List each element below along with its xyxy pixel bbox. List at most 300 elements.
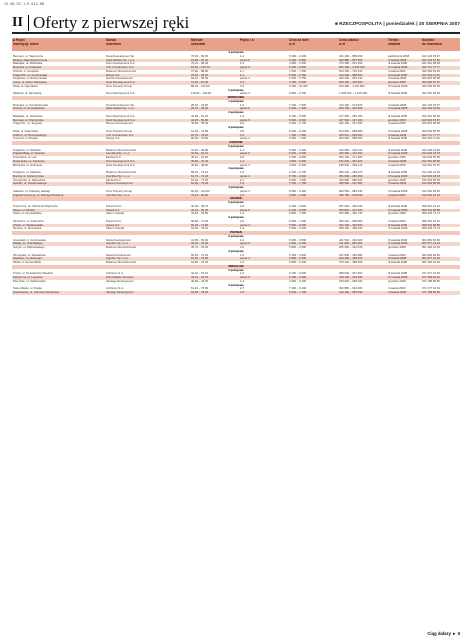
- section-label-text: 3-pokojowe: [228, 283, 244, 287]
- table-cell: 40,30 – 48,70: [191, 204, 209, 208]
- offers-table: [12, 38, 460, 295]
- table-cell: Ronson Development: [106, 122, 133, 126]
- table-cell: 058 344 88 88: [422, 223, 440, 227]
- table-cell: Nova Development Sp.: [106, 103, 135, 107]
- table-cell: IV kwartał 2008: [388, 227, 408, 231]
- table-cell: Jeżyce, ul. Dąbrowskiego: [13, 246, 45, 249]
- table-cell: październik 2008: [388, 54, 410, 58]
- table-cell: 022 771 77 77: [422, 133, 440, 137]
- table-cell: 39,80 – 47,40: [191, 159, 209, 163]
- table-cell: III kwartał 2008: [388, 261, 407, 264]
- table-cell: grudzień 2008: [388, 178, 406, 182]
- table-cell: 61,20 – 76,80: [191, 287, 209, 291]
- table-cell: 061 877 24 24: [422, 257, 440, 261]
- table-cell: IV kwartał 2008: [388, 189, 408, 193]
- table-cell: 061 420 44 00: [422, 261, 440, 264]
- table-cell: Przymorze, ul. Obrońców Wybrzeża: [13, 204, 58, 208]
- table-cell: 44,60 – 53,80: [191, 212, 209, 216]
- table-cell: 6 300 – 6 800: [289, 156, 307, 159]
- table-cell: Chełm, ul. Wielkopolska: [13, 223, 43, 227]
- table-cell: 88,40 – 112,00: [191, 84, 210, 88]
- table-cell: Orco Property Group: [106, 129, 132, 133]
- table-cell: Psie Pole, ul. Kiełczowska: [13, 279, 46, 283]
- table-cell: 1-5: [240, 227, 245, 231]
- table-cell: Wilanów, ul. Sarmacka: [13, 92, 42, 96]
- table-cell: 243 080 – 318 720: [339, 148, 363, 152]
- table-cell: 6 800 – 7 300: [289, 212, 307, 216]
- table-cell: 419 100 – 555 930: [339, 291, 363, 294]
- section-label-text: WROCŁAW: [228, 264, 244, 268]
- table-cell: Targówek, ul. Radzymińska: [13, 77, 48, 81]
- table-cell: parter-3: [240, 189, 250, 193]
- table-cell: III kwartał 2008: [388, 272, 407, 276]
- table-cell: 058 340 73 73: [422, 212, 440, 216]
- section-label-text: 2-pokojowe: [228, 268, 244, 272]
- table-cell: Wola, ul. Kasprzaka: [13, 129, 38, 133]
- table-cell: 2-6: [240, 246, 245, 249]
- table-cell: 1-5: [240, 291, 245, 294]
- table-cell: Morena, ul. Piecewska: [13, 227, 42, 231]
- table-cell: Robyg S.A.: [106, 137, 121, 141]
- table-cell: Krowodrza, ul. Lea: [13, 156, 37, 159]
- table-cell: 1-6: [240, 272, 245, 276]
- table-cell: 61,70 – 74,30: [191, 174, 209, 178]
- col-location: ■ Rejon inwestycji, adres: [13, 38, 39, 46]
- table-cell: Ursynów, ul. Rosoła: [13, 137, 38, 141]
- table-cell: Budimex Nieruchomości: [106, 261, 137, 264]
- table-cell: 022 434 51 50: [422, 107, 440, 111]
- table-cell: Wrzeszcz, ul. Kościuszki: [13, 219, 44, 223]
- table-cell: parter-6: [240, 107, 250, 111]
- page-title: Oferty z pierwszej ręki: [33, 13, 190, 32]
- table-cell: 012 823 98 98: [422, 182, 440, 186]
- table-cell: 6 200 – 6 700: [289, 122, 307, 126]
- table-cell: 200 790 – 264 260: [339, 107, 363, 111]
- table-cell: 012 351 68 68: [422, 159, 440, 163]
- table-cell: 4 800 – 5 300: [289, 257, 307, 261]
- table-cell: Dębniki, ul. Twardowskiego: [13, 182, 47, 186]
- table-cell: parter-5: [240, 58, 250, 62]
- table-cell: Ekobud S.A.: [106, 178, 122, 182]
- table-cell: 6 600 – 7 100: [289, 291, 307, 294]
- table-cell: 44,10 – 52,70: [191, 276, 209, 279]
- table-cell: Praga Płn., ul. Targowa: [13, 122, 42, 126]
- table-cell: 321 840 – 425 980: [339, 253, 363, 257]
- table-cell: 8 100 – 9 600: [289, 66, 307, 69]
- section-label-text: 2-pokojowe: [228, 234, 244, 238]
- table-cell: 221 540 – 292 320: [339, 238, 363, 242]
- table-cell: III kwartał 2008: [388, 238, 407, 242]
- table-cell: 1-4: [240, 238, 245, 242]
- col-floor: Piętro / a: [240, 38, 254, 42]
- table-cell: 5 500 – 6 000: [289, 223, 307, 227]
- table-cell: parter-5: [240, 118, 250, 122]
- table-cell: I kwartał 2009: [388, 193, 406, 197]
- table-cell: Wola, ul. Ogrodowa: [13, 84, 38, 88]
- table-cell: I kwartał 2009: [388, 69, 406, 73]
- table-cell: 022 560 53 00: [422, 69, 440, 73]
- table-cell: IV kwartał 2008: [388, 276, 408, 279]
- table-cell: 1-8: [240, 204, 245, 208]
- table-cell: 373 380 – 531 360: [339, 62, 363, 66]
- table-cell: Grunwald, ul. Grochowska: [13, 238, 46, 242]
- table-cell: Dom Development S.A.: [106, 114, 136, 118]
- table-cell: 6 100 – 6 600: [289, 208, 307, 212]
- table-cell: Dom Development S.A.: [106, 92, 136, 96]
- table-cell: 022 622 87 87: [422, 118, 440, 122]
- table-cell: parter-3: [240, 163, 250, 167]
- table-cell: 440 430 – 549 130: [339, 77, 363, 81]
- table-cell: 5 500 – 6 000: [289, 152, 307, 156]
- col-contact: Kontakt do inwestora: [422, 38, 442, 46]
- table-cell: Bielany, Aleja Zjednoczenia: [13, 58, 47, 62]
- table-cell: grudzień 2008: [388, 118, 406, 122]
- table-cell: IV kwartał 2008: [388, 208, 408, 212]
- table-cell: 7 200 – 7 700: [289, 182, 307, 186]
- table-body: [12, 51, 460, 295]
- table-cell: Hossa S.A.: [106, 223, 120, 227]
- table-cell: 465 010 – 609 960: [339, 133, 363, 137]
- table-cell: 8 800 – 9 700: [289, 92, 307, 96]
- table-cell: 022 123 45 67: [422, 103, 440, 107]
- table-cell: 012 540 65 65: [422, 189, 440, 193]
- table-cell: 4 900 – 5 400: [289, 62, 307, 66]
- table-cell: I kwartał 2009: [388, 287, 406, 291]
- table-cell: 63,70 – 78,20: [191, 133, 209, 137]
- header-rule: [12, 32, 460, 34]
- table-cell: parter-6: [240, 152, 250, 156]
- table-cell: Inter-Bud Sp. z o.o.: [106, 152, 131, 156]
- table-cell: 7 400 – 8 100: [289, 287, 307, 291]
- table-cell: 247 520 – 317 400: [339, 118, 363, 122]
- table-cell: 1-4: [240, 81, 245, 84]
- table-cell: 58,40 – 72,10: [191, 171, 209, 174]
- table-cell: IV kwartał 2008: [388, 66, 408, 69]
- table-cell: Dom Development S.A.: [106, 159, 136, 163]
- table-cell: III kwartał 2008: [388, 223, 407, 227]
- table-cell: 303 280 – 392 740: [339, 212, 363, 216]
- table-cell: 28,40 – 34,80: [191, 103, 209, 107]
- table-cell: Budimex Nieruchomości: [106, 148, 137, 152]
- table-cell: 198 940 – 259 170: [339, 163, 363, 167]
- table-header: [12, 38, 460, 51]
- table-cell: 514 920 – 680 680: [339, 129, 363, 133]
- table-cell: 022 771 77 77: [422, 66, 440, 69]
- table-cell: 74,50 – 87,30: [191, 81, 209, 84]
- table-cell: 58,90 – 71,40: [191, 219, 209, 223]
- table-cell: 29,10 – 36,20: [191, 107, 209, 111]
- table-cell: IV kwartał 2008: [388, 174, 408, 178]
- table-cell: 012 622 87 87: [422, 163, 440, 167]
- table-cell: Ochota, ul. Grójecka: [13, 69, 39, 73]
- table-cell: 72,80 – 88,90: [191, 69, 209, 73]
- table-cell: J.W. Construction S.A.: [106, 66, 134, 69]
- table-cell: Salwator, ul. Królowej Jadwigi: [13, 189, 50, 193]
- table-cell: IV kwartał 2008: [388, 242, 408, 246]
- table-cell: 290 160 – 371 180: [339, 122, 363, 126]
- table-cell: Piątkowo, os. Batorego: [13, 257, 42, 261]
- section-label-text: 1-pokojowe: [228, 99, 244, 103]
- section-label-text: 5-pokojowe: [228, 88, 244, 92]
- table-cell: 62,40 – 75,10: [191, 227, 209, 231]
- table-cell: 368 160 – 480 640: [339, 227, 363, 231]
- table-cell: parter-5: [240, 242, 250, 246]
- table-cell: parter-5: [240, 276, 250, 279]
- table-cell: 1-4: [240, 114, 245, 118]
- table-cell: 5 400 – 5 900: [289, 276, 307, 279]
- table-cell: Budimex Nieruchomości: [106, 171, 137, 174]
- table-cell: 058 340 73 73: [422, 227, 440, 231]
- table-cell: 022 351 68 68: [422, 114, 440, 118]
- table-cell: 022 540 65 65: [422, 84, 440, 88]
- table-cell: Inter-Bud Sp. z o.o.: [106, 174, 131, 178]
- table-cell: 5 600 – 6 000: [289, 118, 307, 122]
- table-cell: 5 800 – 6 300: [289, 193, 307, 197]
- section-number: II: [12, 15, 23, 30]
- section-label-text: 4-pokojowe: [228, 186, 244, 189]
- table-cell: Orco Property Group: [106, 189, 132, 193]
- table-cell: Mokotów, ul. Konstruktorska: [13, 103, 48, 107]
- table-cell: III kwartał 2008: [388, 114, 407, 118]
- table-cell: 012 420 44 00: [422, 148, 440, 152]
- table-cell: II kwartał 2008: [388, 257, 407, 261]
- table-cell: I kwartał 2009: [388, 219, 406, 223]
- table-cell: Rataje, os. Orła Białego: [13, 242, 43, 246]
- table-cell: 44,20 – 52,90: [191, 118, 209, 122]
- table-cell: II kwartał 2009: [388, 182, 407, 186]
- table-cell: IV kwartał 2008: [388, 129, 408, 133]
- table-cell: 6 100 – 6 600: [289, 272, 307, 276]
- table-cell: 199 920 – 266 220: [339, 279, 363, 283]
- table-cell: 012 632 18 18: [422, 152, 440, 156]
- table-cell: 660 150 – 1 005 120: [339, 66, 365, 69]
- table-cell: 071 798 80 80: [422, 291, 440, 294]
- table-cell: Ochota, ul. Szczęśliwicka: [13, 107, 45, 111]
- table-cell: 239 250 – 312 600: [339, 152, 363, 156]
- table-cell: 022 351 68 68: [422, 92, 440, 96]
- masthead-line: ■ RZECZPOSPOLITA | poniedziałek | 20 SIERPNIA 2007: [334, 21, 460, 26]
- table-cell: IV kwartał 2008: [388, 107, 408, 111]
- table-cell: 6 400 – 6 900: [289, 204, 307, 208]
- table-cell: Budimex Nieruchomości: [106, 246, 137, 249]
- table-cell: 351 690 – 460 660: [339, 174, 363, 178]
- table-cell: I kwartał 2009: [388, 163, 406, 167]
- table-cell: 5 900 – 6 400: [289, 148, 307, 152]
- table-cell: Zaspa, ul. Pilotów: [13, 208, 36, 212]
- table-cell: Bemowo, ul. Tajemnicza: [13, 54, 44, 58]
- section-label-text: GDAŃSK: [229, 197, 243, 201]
- table-cell: 210 160 – 274 920: [339, 103, 363, 107]
- table-cell: 7 200 – 7 900: [289, 69, 307, 73]
- table-cell: Atlas Estates Sp. z o.o.: [106, 58, 135, 62]
- table-cell: 4 900 – 5 300: [289, 163, 307, 167]
- table-cell: 022 540 65 65: [422, 129, 440, 133]
- table-cell: parter-4: [240, 137, 250, 141]
- table-cell: I kwartał 2009: [388, 122, 406, 126]
- table-cell: 63,50 – 78,30: [191, 291, 209, 294]
- table-row: [12, 291, 460, 295]
- table-cell: Fabryczna, ul. Legnicka: [13, 276, 43, 279]
- table-cell: 41,20 – 49,80: [191, 148, 209, 152]
- section-label-text: WARSZAWA: [227, 96, 245, 99]
- table-cell: Atlas Estates Sp. z o.o.: [106, 107, 135, 111]
- table-cell: 454 920 – 588 300: [339, 137, 363, 141]
- table-cell: 012 632 18 18: [422, 174, 440, 178]
- table-cell: 2-7: [240, 178, 245, 182]
- table-cell: Budimex Nieruchomości: [106, 69, 137, 73]
- table-cell: 9 200 – 10 400: [289, 84, 308, 88]
- table-cell: 81,50 – 104,70: [191, 66, 210, 69]
- table-cell: 4 700 – 5 200: [289, 81, 307, 84]
- table-cell: 64,60 – 81,40: [191, 58, 209, 62]
- section-label-text: KRAKÓW: [229, 141, 243, 144]
- table-cell: Nickel Development: [106, 238, 131, 242]
- col-price-total: Cena całości w zł: [339, 38, 359, 46]
- table-cell: grudzień 2008: [388, 212, 406, 216]
- table-cell: Wilda, ul. Górna Wilda: [13, 261, 41, 264]
- table-cell: III kwartał 2008: [388, 62, 407, 66]
- table-cell: 42,10 – 50,20: [191, 208, 209, 212]
- table-cell: 012 632 18 18: [422, 193, 440, 197]
- table-cell: Śródmieście, ul. Jedności Narodowej: [13, 291, 59, 294]
- table-cell: grudzień 2008: [388, 81, 406, 84]
- table-cell: 6 900 – 7 500: [289, 178, 307, 182]
- table-cell: 6 800 – 7 400: [289, 137, 307, 141]
- table-cell: 7 400 – 7 900: [289, 103, 307, 107]
- table-cell: 256 810 – 331 320: [339, 208, 363, 212]
- table-cell: 43,50 – 52,10: [191, 152, 209, 156]
- table-cell: 64,80 – 79,40: [191, 182, 209, 186]
- table-cell: 2-5: [240, 156, 245, 159]
- table-cell: 211 680 – 280 260: [339, 242, 363, 246]
- table-cell: 813 280 – 1 164 800: [339, 84, 365, 88]
- table-cell: 43,20 – 51,90: [191, 242, 209, 246]
- table-cell: Prądnik Biały, ul. Opolska: [13, 152, 45, 156]
- table-cell: parter-3: [240, 77, 250, 81]
- continued-note: Ciąg dalszy ► II: [427, 631, 460, 636]
- table-cell: 79,10 – 96,80: [191, 193, 209, 197]
- table-cell: 4 800 – 5 300: [289, 159, 307, 163]
- table-cell: II kwartał 2008: [388, 58, 407, 62]
- table-cell: 5 300 – 5 750: [289, 77, 307, 81]
- table-cell: Robyg S.A.: [106, 73, 121, 77]
- table-cell: 40,80 – 49,30: [191, 279, 209, 283]
- table-cell: Ekobud S.A.: [106, 156, 122, 159]
- table-cell: parter-4: [240, 257, 250, 261]
- table-cell: 022 434 51 50: [422, 58, 440, 62]
- table-cell: Dom Development S.A.: [106, 62, 136, 66]
- table-cell: 1-5: [240, 103, 245, 107]
- col-price-m2: Cena za metr w zł: [289, 38, 309, 46]
- table-cell: Żoliborz, ul. Broniewskiego: [13, 133, 47, 137]
- table-cell: 1-4: [240, 148, 245, 152]
- table-cell: Polnord S.A.: [106, 204, 122, 208]
- table-cell: 60,20 – 72,80: [191, 223, 209, 227]
- table-cell: 421 200 – 589 000: [339, 54, 363, 58]
- table-cell: 3-9: [240, 84, 245, 88]
- table-cell: 061 420 44 00: [422, 246, 440, 249]
- table-cell: 2-6: [240, 219, 245, 223]
- table-cell: Ruczaj, ul. Kobierzyńska: [13, 174, 44, 178]
- table-cell: 5 900 – 6 400: [289, 261, 307, 264]
- table-cell: 356 240 – 483 070: [339, 171, 363, 174]
- table-cell: IV kwartał 2008: [388, 152, 408, 156]
- table-cell: 2-7: [240, 69, 245, 73]
- table-cell: 012 634 55 55: [422, 178, 440, 182]
- table-cell: 012 634 55 55: [422, 156, 440, 159]
- table-cell: 76,20 – 98,40: [191, 62, 209, 66]
- table-cell: 5 300 – 5 800: [289, 238, 307, 242]
- table-cell: Podgórze, ul. Zabłocie: [13, 171, 41, 174]
- table-cell: 058 301 22 22: [422, 204, 440, 208]
- table-cell: 66,90 – 79,50: [191, 137, 209, 141]
- table-cell: Grzegórzki, ul. Rakowicka: [13, 178, 46, 182]
- table-cell: III kwartał 2008: [388, 92, 407, 96]
- table-cell: 265 060 – 342 090: [339, 246, 363, 249]
- table-cell: 1-6: [240, 261, 245, 264]
- table-cell: 061 862 66 66: [422, 238, 440, 242]
- table-cell: Praga Płd., ul. Grochowska: [13, 73, 47, 77]
- section-label-text: 3-pokojowe: [228, 167, 244, 171]
- table-cell: Białołęka, ul. Modlińska: [13, 62, 43, 66]
- table-cell: 022 419 11 00: [422, 73, 440, 77]
- section-label-text: POZNAŃ: [230, 231, 242, 234]
- table-cell: 436 080 – 582 000: [339, 178, 363, 182]
- table-cell: Gant Development S.A.: [106, 118, 136, 122]
- table-cell: 022 351 68 68: [422, 62, 440, 66]
- table-cell: 058 301 22 22: [422, 219, 440, 223]
- table-cell: Allcon Osiedla: [106, 227, 124, 231]
- table-cell: 217 260 – 282 150: [339, 114, 363, 118]
- table-cell: 022 823 98 98: [422, 122, 440, 126]
- table-cell: 1-5: [240, 253, 245, 257]
- table-cell: 376 420 – 488 960: [339, 261, 363, 264]
- table-cell: 6 900 – 7 400: [289, 219, 307, 223]
- section-label-text: 3-pokojowe: [228, 216, 244, 219]
- table-cell: 257 920 – 336 030: [339, 204, 363, 208]
- table-cell: Podgórze, ul. Wielicka: [13, 148, 41, 152]
- table-cell: 1-4: [240, 212, 245, 216]
- table-cell: 458 780 – 609 840: [339, 193, 363, 197]
- table-cell: 6 900 – 7 300: [289, 107, 307, 111]
- table-cell: 3-8: [240, 129, 245, 133]
- table-cell: 284 130 – 371 280: [339, 156, 363, 159]
- table-cell: Gant Development S.A.: [106, 81, 136, 84]
- section-label-text: 2-pokojowe: [228, 144, 244, 148]
- table-cell: II kwartał 2009: [388, 291, 407, 294]
- table-cell: Nowa Huta, os. Kolorowe: [13, 159, 45, 163]
- table-cell: 45,10 – 54,60: [191, 156, 209, 159]
- table-cell: 8 500 – 9 400: [289, 189, 307, 193]
- table-cell: 46,80 – 55,40: [191, 122, 209, 126]
- print-meta: 25-08-RZ-1-R-013-RB: [4, 2, 45, 6]
- table-cell: 6 100 – 6 700: [289, 171, 307, 174]
- table-cell: Vantage Development: [106, 291, 134, 294]
- table-cell: 452 880 – 622 080: [339, 287, 363, 291]
- section-label-text: 4-pokojowe: [228, 51, 244, 54]
- table-cell: J.W. Construction S.A.: [106, 133, 134, 137]
- table-cell: III kwartał 2008: [388, 148, 407, 152]
- table-cell: 350 150 – 453 960: [339, 81, 363, 84]
- table-cell: II kwartał 2008: [388, 159, 407, 163]
- table-cell: 022 622 87 87: [422, 81, 440, 84]
- table-cell: 071 377 10 00: [422, 287, 440, 291]
- table-cell: 1-3: [240, 62, 245, 66]
- table-cell: 61,30 – 74,80: [191, 129, 209, 133]
- table-cell: 238 140 – 310 930: [339, 276, 363, 279]
- table-cell: 63,20 – 77,60: [191, 178, 209, 182]
- table-cell: 83,10 – 95,50: [191, 77, 209, 81]
